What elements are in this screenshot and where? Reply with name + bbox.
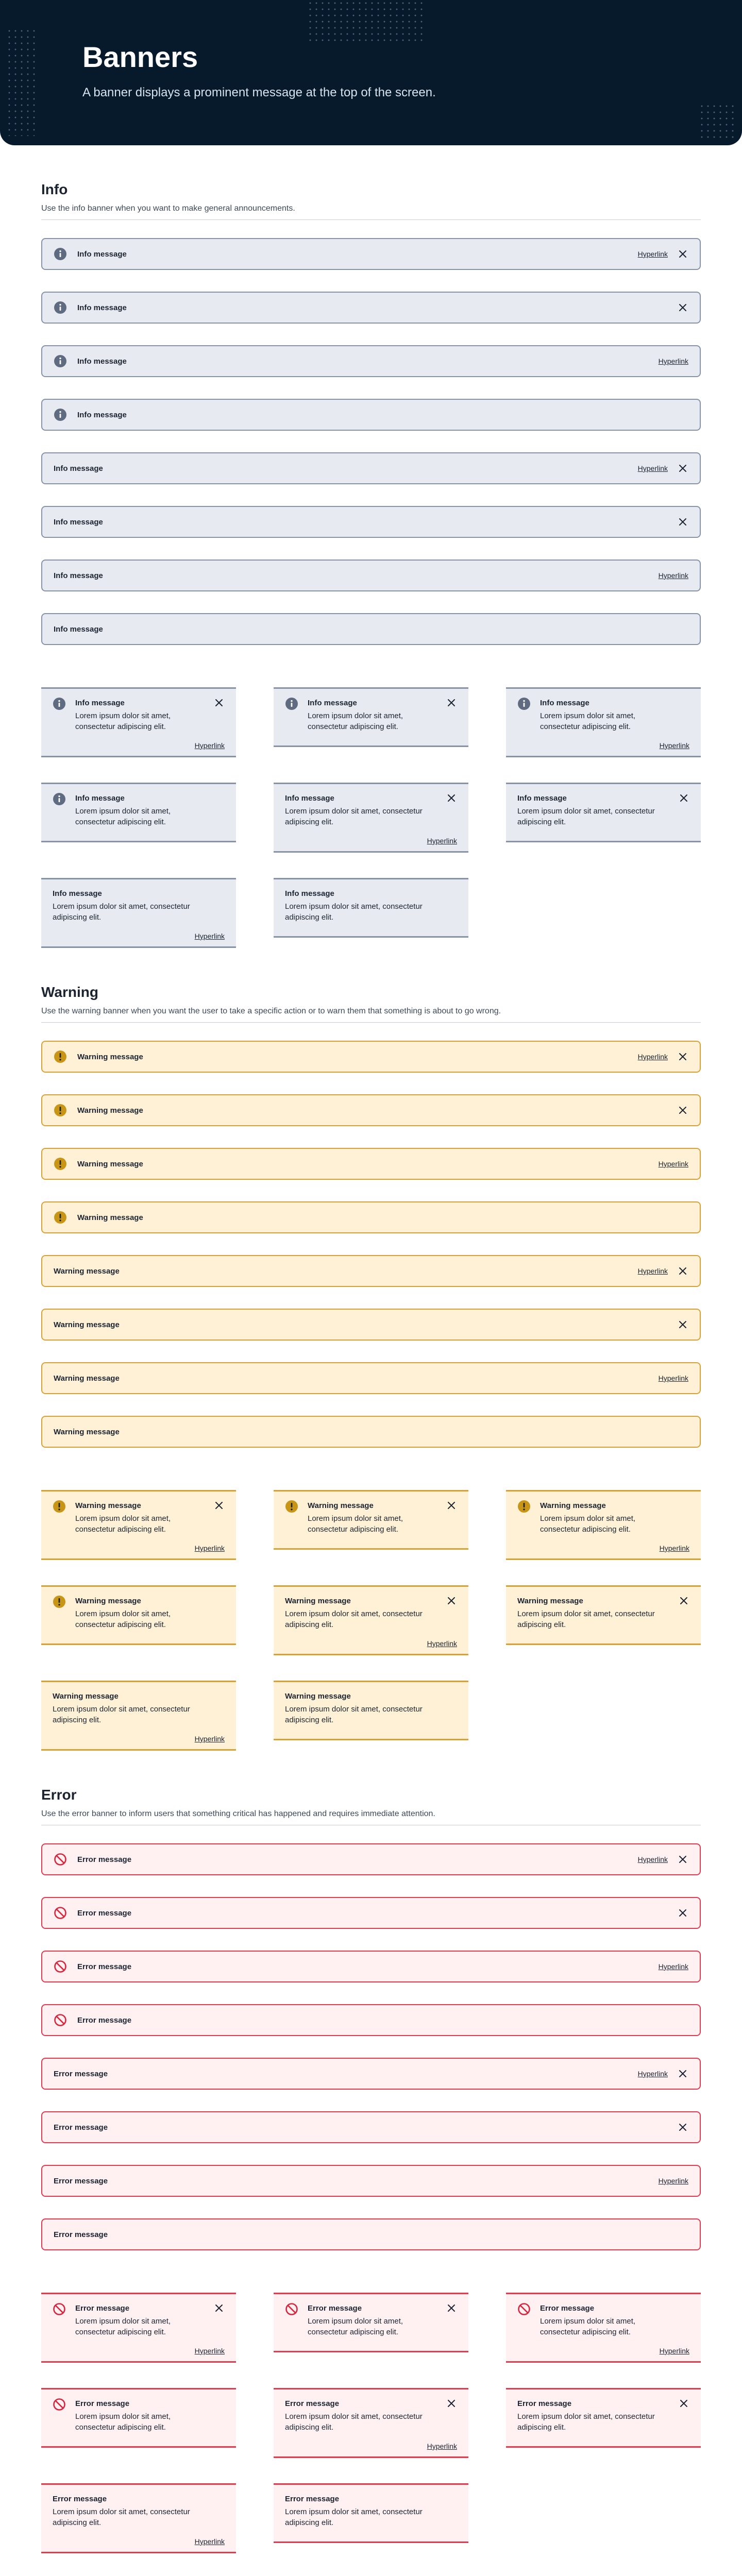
dot-pattern-decoration — [6, 28, 37, 136]
banner-message: Error message — [77, 1908, 132, 1918]
banner-body: Lorem ipsum dolor sit amet, consectetur adipiscing elit. — [75, 807, 171, 826]
warning-icon — [54, 1211, 67, 1224]
info-banner — [41, 345, 701, 377]
hyperlink[interactable]: Hyperlink — [658, 571, 688, 580]
card-banner-row — [53, 2302, 225, 2337]
close-icon[interactable] — [446, 2398, 457, 2409]
close-icon[interactable] — [446, 1595, 457, 1606]
section-info — [41, 181, 701, 944]
close-icon[interactable] — [677, 2068, 688, 2079]
card-banner-row — [285, 697, 457, 732]
banner-body: Lorem ipsum dolor sit amet, consectetur adipiscing elit. — [308, 711, 403, 731]
section-title: Error — [41, 1787, 77, 1803]
banner-message: Warning message — [75, 1597, 141, 1605]
banner-body: Lorem ipsum dolor sit amet, consectetur adipiscing elit. — [285, 2507, 423, 2527]
banner-message: Info message — [540, 699, 589, 707]
section-description: Use the error banner to inform users that something critical has happened and requires immediate attention. — [41, 1809, 435, 1818]
banner-message: Info message — [75, 794, 125, 803]
banner-message: Error message — [308, 2304, 362, 2313]
card-banner-content — [285, 888, 457, 923]
error-card-banner — [274, 2293, 468, 2352]
card-banner-content — [285, 1690, 457, 1725]
banner-body: Lorem ipsum dolor sit amet, consectetur adipiscing elit. — [75, 1514, 171, 1534]
error-banner — [41, 2004, 701, 2036]
banner-body: Lorem ipsum dolor sit amet, consectetur adipiscing elit. — [75, 711, 171, 731]
error-banner — [41, 1843, 701, 1875]
info-card-banner — [274, 878, 468, 938]
error-card-banner — [41, 2483, 236, 2553]
error-banner — [41, 2165, 701, 2197]
hyperlink[interactable]: Hyperlink — [659, 2347, 689, 2355]
card-banner-row — [53, 1500, 225, 1535]
error-banner — [41, 2218, 701, 2250]
error-icon — [53, 2398, 66, 2411]
error-icon — [285, 2302, 298, 2316]
banner-body: Lorem ipsum dolor sit amet, consectetur adipiscing elit. — [285, 1705, 423, 1724]
warning-banner — [41, 1362, 701, 1394]
banner-message: Error message — [285, 2495, 340, 2503]
card-banner-content — [308, 697, 441, 732]
error-banner — [41, 2058, 701, 2090]
info-card-banner — [274, 783, 468, 853]
warning-icon — [54, 1104, 67, 1117]
warning-banner — [41, 1201, 701, 1233]
card-banner-content — [308, 1500, 441, 1535]
banner-message: Warning message — [285, 1597, 351, 1605]
error-card-banner — [274, 2483, 468, 2543]
warning-icon — [53, 1595, 66, 1608]
warning-card-banner — [41, 1681, 236, 1751]
close-icon[interactable] — [213, 1500, 225, 1511]
hyperlink[interactable]: Hyperlink — [427, 1639, 457, 1648]
banner-message: Error message — [285, 2399, 340, 2408]
close-icon[interactable] — [677, 516, 688, 528]
card-banner-row — [53, 1690, 225, 1725]
banner-message: Warning message — [54, 1266, 120, 1276]
card-banner-content — [53, 1690, 225, 1725]
banner-message: Warning message — [540, 1501, 606, 1510]
warning-card-banner — [506, 1585, 701, 1645]
banner-message: Info message — [285, 889, 334, 898]
banner-message: Warning message — [54, 1320, 120, 1329]
warning-icon — [54, 1157, 67, 1171]
banner-message: Info message — [75, 699, 125, 707]
section-warning — [41, 984, 701, 1747]
warning-banner — [41, 1148, 701, 1180]
banner-message: Info message — [54, 464, 103, 473]
card-banner-row — [53, 888, 225, 923]
banner-message: Error message — [77, 2015, 132, 2025]
close-icon[interactable] — [677, 463, 688, 474]
dot-pattern-decoration — [307, 0, 426, 44]
card-banner-row — [53, 2398, 225, 2433]
banner-message: Info message — [54, 517, 103, 527]
hyperlink[interactable]: Hyperlink — [658, 357, 688, 365]
card-banner-row — [517, 1500, 689, 1535]
error-banner — [41, 1897, 701, 1929]
banner-message: Error message — [75, 2399, 130, 2408]
banner-body: Lorem ipsum dolor sit amet, consectetur adipiscing elit. — [540, 2317, 636, 2336]
close-icon[interactable] — [677, 1319, 688, 1330]
error-banner — [41, 2111, 701, 2143]
banner-body: Lorem ipsum dolor sit amet, consectetur adipiscing elit. — [285, 902, 423, 922]
section-divider — [41, 1022, 701, 1023]
card-banner-content — [540, 2302, 689, 2337]
hyperlink[interactable]: Hyperlink — [194, 2347, 225, 2355]
close-icon[interactable] — [446, 697, 457, 708]
card-banner-content — [75, 2302, 208, 2337]
card-banner-row — [517, 2398, 689, 2433]
hero-header — [0, 0, 742, 145]
warning-banner — [41, 1255, 701, 1287]
card-banner-row — [285, 2302, 457, 2337]
card-banner-row — [285, 1500, 457, 1535]
warning-banner — [41, 1094, 701, 1126]
banner-body: Lorem ipsum dolor sit amet, consectetur adipiscing elit. — [75, 1609, 171, 1629]
banner-message: Warning message — [77, 1213, 143, 1222]
card-banner-row — [285, 1690, 457, 1725]
banner-message: Error message — [53, 2495, 107, 2503]
hyperlink[interactable]: Hyperlink — [658, 1160, 688, 1168]
section-title: Info — [41, 181, 68, 197]
hyperlink[interactable]: Hyperlink — [637, 464, 668, 472]
card-banner-content — [75, 2398, 225, 2433]
error-icon — [54, 2013, 67, 2027]
banner-body: Lorem ipsum dolor sit amet, consectetur adipiscing elit. — [75, 2317, 171, 2336]
hyperlink[interactable]: Hyperlink — [637, 1267, 668, 1275]
card-banner-row — [285, 888, 457, 923]
banner-body: Lorem ipsum dolor sit amet, consectetur adipiscing elit. — [53, 902, 190, 922]
error-icon — [517, 2302, 531, 2316]
info-icon — [517, 697, 531, 710]
banner-message: Info message — [77, 357, 127, 366]
card-banner-content — [285, 2398, 441, 2433]
card-banner-row — [53, 792, 225, 827]
banner-body: Lorem ipsum dolor sit amet, consectetur adipiscing elit. — [517, 2412, 655, 2432]
card-banner-content — [540, 697, 689, 732]
hyperlink[interactable]: Hyperlink — [427, 837, 457, 845]
close-icon[interactable] — [213, 697, 225, 708]
hyperlink[interactable]: Hyperlink — [659, 741, 689, 750]
banner-message: Warning message — [54, 1427, 120, 1436]
banner-body: Lorem ipsum dolor sit amet, consectetur adipiscing elit. — [517, 807, 655, 826]
dot-pattern-decoration — [699, 103, 736, 140]
banner-message: Error message — [54, 2123, 108, 2132]
info-banner — [41, 452, 701, 484]
card-banner-content — [75, 1595, 225, 1630]
close-icon[interactable] — [677, 1854, 688, 1865]
card-banner-content — [75, 697, 208, 732]
card-banner-content — [517, 1595, 673, 1630]
banner-message: Warning message — [285, 1692, 351, 1701]
card-banner-row — [285, 2493, 457, 2528]
warning-banner — [41, 1309, 701, 1341]
close-icon[interactable] — [677, 1051, 688, 1062]
banner-message: Error message — [77, 1855, 132, 1864]
banner-message: Info message — [77, 249, 127, 259]
hyperlink[interactable]: Hyperlink — [194, 741, 225, 750]
close-icon[interactable] — [677, 248, 688, 260]
hyperlink[interactable]: Hyperlink — [637, 2070, 668, 2078]
info-icon — [285, 697, 298, 710]
info-card-banner — [506, 783, 701, 842]
close-icon[interactable] — [678, 2398, 689, 2409]
error-card-banner — [41, 2293, 236, 2363]
card-banner-row — [53, 2493, 225, 2528]
section-description: Use the info banner when you want to make general announcements. — [41, 204, 295, 213]
banner-message: Error message — [54, 2176, 108, 2185]
banner-body: Lorem ipsum dolor sit amet, consectetur adipiscing elit. — [308, 2317, 403, 2336]
card-banner-row — [53, 1595, 225, 1630]
hyperlink[interactable]: Hyperlink — [194, 932, 225, 940]
banner-message: Warning message — [308, 1501, 374, 1510]
error-card-banner — [506, 2388, 701, 2448]
error-banner — [41, 1951, 701, 1982]
banner-body: Lorem ipsum dolor sit amet, consectetur adipiscing elit. — [517, 1609, 655, 1629]
warning-icon — [54, 1050, 67, 1063]
banner-message: Warning message — [77, 1106, 143, 1115]
warning-banner — [41, 1416, 701, 1448]
error-card-banner — [41, 2388, 236, 2448]
banner-message: Error message — [517, 2399, 572, 2408]
section-error — [41, 1787, 701, 2549]
section-description: Use the warning banner when you want the user to take a specific action or to warn them that something is about to go wrong. — [41, 1007, 501, 1015]
banner-message: Warning message — [75, 1501, 141, 1510]
card-banner-content — [517, 792, 673, 827]
banner-message: Info message — [308, 699, 357, 707]
banner-message: Error message — [54, 2069, 108, 2078]
close-icon[interactable] — [677, 1907, 688, 1919]
info-card-banner — [506, 687, 701, 757]
banner-message: Info message — [77, 410, 127, 419]
hyperlink[interactable]: Hyperlink — [659, 1544, 689, 1552]
error-icon — [53, 2302, 66, 2316]
hyperlink[interactable]: Hyperlink — [194, 2537, 225, 2546]
banner-body: Lorem ipsum dolor sit amet, consectetur adipiscing elit. — [285, 1609, 423, 1629]
banner-body: Lorem ipsum dolor sit amet, consectetur adipiscing elit. — [285, 2412, 423, 2432]
card-banner-content — [75, 792, 225, 827]
error-card-banner — [274, 2388, 468, 2458]
card-banner-row — [517, 1595, 689, 1630]
info-card-banner — [41, 878, 236, 948]
hyperlink[interactable]: Hyperlink — [637, 1855, 668, 1863]
banner-body: Lorem ipsum dolor sit amet, consectetur adipiscing elit. — [53, 1705, 190, 1724]
info-icon — [53, 697, 66, 710]
card-banner-content — [53, 2493, 225, 2528]
close-icon[interactable] — [677, 2122, 688, 2133]
info-icon — [54, 408, 67, 421]
hyperlink[interactable]: Hyperlink — [658, 1962, 688, 1971]
warning-icon — [517, 1500, 531, 1513]
banner-message: Info message — [517, 794, 567, 803]
close-icon[interactable] — [678, 1595, 689, 1606]
error-card-banner — [506, 2293, 701, 2363]
banner-message: Info message — [285, 794, 334, 803]
info-banner — [41, 506, 701, 538]
warning-card-banner — [274, 1681, 468, 1740]
hyperlink[interactable]: Hyperlink — [637, 1053, 668, 1061]
banner-message: Warning message — [517, 1597, 583, 1605]
section-title: Warning — [41, 984, 98, 1000]
card-banner-content — [53, 888, 225, 923]
info-banner — [41, 238, 701, 270]
error-icon — [54, 1853, 67, 1866]
warning-card-banner — [41, 1490, 236, 1560]
hyperlink[interactable]: Hyperlink — [658, 2177, 688, 2185]
error-icon — [54, 1960, 67, 1973]
warning-icon — [285, 1500, 298, 1513]
info-icon — [54, 354, 67, 368]
close-icon[interactable] — [677, 302, 688, 313]
error-icon — [54, 1906, 67, 1920]
close-icon[interactable] — [446, 2302, 457, 2314]
info-icon — [54, 301, 67, 314]
banner-message: Warning message — [53, 1692, 119, 1701]
hyperlink[interactable]: Hyperlink — [658, 1374, 688, 1382]
info-icon — [54, 247, 67, 261]
section-divider — [41, 219, 701, 220]
info-banner — [41, 560, 701, 591]
warning-icon — [53, 1500, 66, 1513]
banner-body: Lorem ipsum dolor sit amet, consectetur adipiscing elit. — [308, 1514, 403, 1534]
banner-message: Info message — [54, 571, 103, 580]
card-banner-row — [517, 2302, 689, 2337]
banner-body: Lorem ipsum dolor sit amet, consectetur adipiscing elit. — [285, 807, 423, 826]
card-banner-row — [53, 697, 225, 732]
hyperlink[interactable]: Hyperlink — [637, 250, 668, 258]
close-icon[interactable] — [677, 1265, 688, 1277]
banner-body: Lorem ipsum dolor sit amet, consectetur adipiscing elit. — [75, 2412, 171, 2432]
info-icon — [53, 792, 66, 806]
card-banner-row — [285, 1595, 457, 1630]
info-banner — [41, 613, 701, 645]
hyperlink[interactable]: Hyperlink — [427, 2442, 457, 2450]
card-banner-row — [517, 697, 689, 732]
card-banner-content — [517, 2398, 673, 2433]
banner-message: Error message — [75, 2304, 130, 2313]
info-card-banner — [41, 783, 236, 842]
hyperlink[interactable]: Hyperlink — [194, 1735, 225, 1743]
page-title: Banners — [82, 41, 198, 73]
close-icon[interactable] — [446, 1500, 457, 1511]
info-banner — [41, 292, 701, 324]
info-banner — [41, 399, 701, 431]
info-card-banner — [41, 687, 236, 757]
close-icon[interactable] — [213, 2302, 225, 2314]
warning-card-banner — [41, 1585, 236, 1645]
warning-card-banner — [506, 1490, 701, 1560]
warning-card-banner — [274, 1490, 468, 1550]
banner-message: Info message — [54, 624, 103, 634]
banner-body: Lorem ipsum dolor sit amet, consectetur adipiscing elit. — [540, 1514, 636, 1534]
banner-body: Lorem ipsum dolor sit amet, consectetur adipiscing elit. — [540, 711, 636, 731]
page-subtitle: A banner displays a prominent message at the top of the screen. — [82, 86, 436, 99]
banner-body: Lorem ipsum dolor sit amet, consectetur adipiscing elit. — [53, 2507, 190, 2527]
card-banner-content — [285, 1595, 441, 1630]
card-banner-row — [517, 792, 689, 827]
card-banner-content — [285, 792, 441, 827]
card-banner-row — [285, 2398, 457, 2433]
card-banner-content — [540, 1500, 689, 1535]
banner-message: Info message — [77, 303, 127, 312]
warning-card-banner — [274, 1585, 468, 1655]
banner-message: Warning message — [54, 1374, 120, 1383]
banner-message: Error message — [54, 2230, 108, 2239]
banner-message: Error message — [77, 1962, 132, 1971]
close-icon[interactable] — [446, 792, 457, 804]
banner-message: Info message — [53, 889, 102, 898]
hyperlink[interactable]: Hyperlink — [194, 1544, 225, 1552]
card-banner-row — [285, 792, 457, 827]
info-card-banner — [274, 687, 468, 747]
banner-message: Warning message — [77, 1159, 143, 1168]
card-banner-content — [75, 1500, 208, 1535]
banner-message: Error message — [540, 2304, 595, 2313]
banner-message: Warning message — [77, 1052, 143, 1061]
card-banner-content — [285, 2493, 457, 2528]
close-icon[interactable] — [677, 1105, 688, 1116]
warning-banner — [41, 1041, 701, 1073]
card-banner-content — [308, 2302, 441, 2337]
close-icon[interactable] — [678, 792, 689, 804]
